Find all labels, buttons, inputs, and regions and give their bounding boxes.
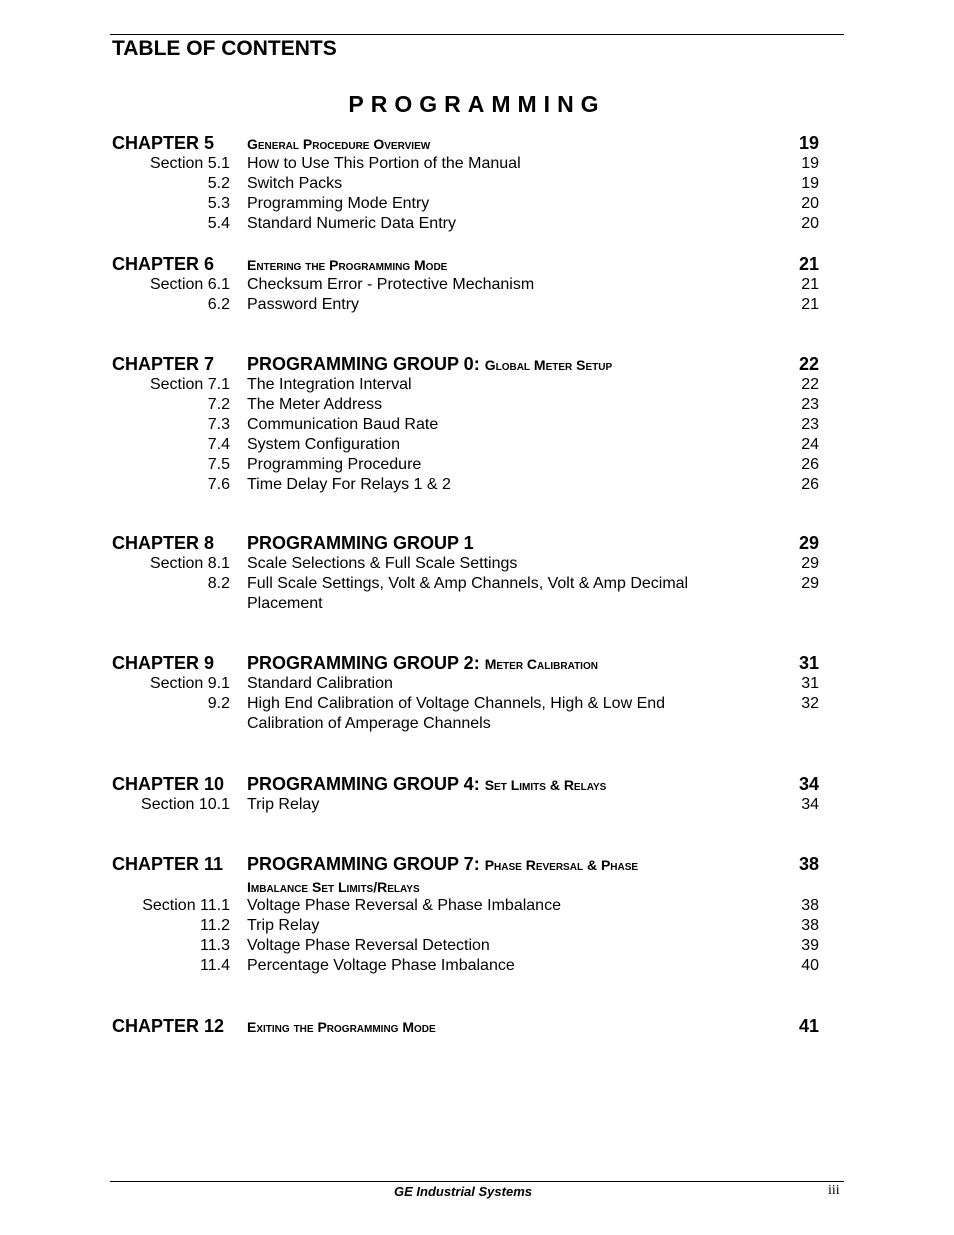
section-title: Voltage Phase Reversal Detection [247,937,490,954]
section-row[interactable] [0,574,954,614]
chapter-5 [0,133,954,234]
chapter-page: 31 [798,653,819,673]
chapter-title-smallcaps: Set Limits & Relays [484,777,607,793]
section-title: Switch Packs [247,175,343,192]
chapter-page: 19 [798,133,819,153]
chapter-title [247,133,722,155]
chapter-heading-row[interactable] [0,133,954,154]
chapter-label: CHAPTER 12 [112,1016,225,1036]
section-title: Full Scale Settings, Volt & Amp Channels, Volt & Amp Decimal Placement [247,575,689,612]
section-row[interactable] [0,275,954,295]
chapter-label: CHAPTER 5 [112,133,215,153]
chapter-title-smallcaps: Entering the Programming Mode [247,257,448,273]
section-label: Section 7.1 [149,376,230,393]
section-page: 23 [801,396,819,413]
section-row[interactable] [0,415,954,435]
chapter-title: PROGRAMMING GROUP 4: Set Limits & Relays [247,774,607,794]
section-page: 38 [801,897,819,914]
chapter-heading-row[interactable] [0,1016,954,1037]
chapter-heading-row[interactable] [0,854,954,896]
section-title: Time Delay For Relays 1 & 2 [247,476,451,493]
section-label: 11.4 [200,957,230,974]
chapter-page: 41 [798,1016,819,1036]
section-page: 31 [801,675,819,692]
section-page: 26 [801,456,819,473]
chapter-title: PROGRAMMING GROUP 2: Meter Calibration [247,653,598,673]
section-title: Checksum Error - Protective Mechanism [247,276,535,293]
chapter-10 [0,774,954,815]
section-page: 26 [801,476,819,493]
chapter-8 [0,533,954,614]
section-row[interactable] [0,475,954,495]
section-label: 7.3 [207,416,230,433]
chapter-title: PROGRAMMING GROUP 1 [247,533,474,553]
section-page: 23 [801,416,819,433]
section-page: 34 [801,796,819,813]
section-row[interactable] [0,694,954,734]
section-page: 39 [801,937,819,954]
section-title: Password Entry [247,296,360,313]
section-label: Section 11.1 [142,897,230,914]
section-label: 5.4 [207,215,230,232]
section-row[interactable] [0,194,954,214]
section-row[interactable] [0,554,954,574]
chapter-heading-row[interactable] [0,254,954,275]
chapter-11 [0,854,954,976]
chapter-label: CHAPTER 9 [112,653,215,673]
section-page: 24 [801,436,819,453]
chapter-page: 38 [798,854,819,874]
chapter-title-smallcaps: Global Meter Setup [484,357,613,373]
section-row[interactable] [0,154,954,174]
chapter-title [247,1016,722,1038]
bottom-rule [110,1181,844,1182]
section-label: 6.2 [207,296,230,313]
section-page: 20 [801,195,819,212]
section-label: 5.3 [207,195,230,212]
section-label: 9.2 [207,695,230,712]
section-title: The Integration Interval [247,376,412,393]
section-page: 38 [801,917,819,934]
chapter-title-smallcaps: Phase Reversal & Phase [484,857,639,873]
chapter-title [247,254,722,276]
chapter-page: 34 [798,774,819,794]
footer-company: GE Industrial Systems [394,1184,532,1199]
chapter-label: CHAPTER 8 [112,533,215,553]
footer-page-number: iii [828,1183,840,1198]
section-row[interactable] [0,435,954,455]
section-page: 29 [801,555,819,572]
section-label: 7.6 [207,476,230,493]
section-row[interactable] [0,956,954,976]
section-row[interactable] [0,375,954,395]
section-label: 8.2 [207,575,230,592]
section-row[interactable] [0,674,954,694]
section-page: 29 [801,575,819,592]
section-title: Standard Numeric Data Entry [247,215,456,232]
section-title: Percentage Voltage Phase Imbalance [247,957,515,974]
chapter-page: 21 [798,254,819,274]
chapter-heading-row[interactable] [0,774,954,795]
section-label: 5.2 [207,175,230,192]
chapter-title-smallcaps: Exiting the Programming Mode [247,1019,436,1035]
chapter-heading-row[interactable] [0,354,954,375]
section-label: Section 10.1 [141,796,230,813]
section-label: 11.3 [200,937,230,954]
chapter-label: CHAPTER 6 [112,254,215,274]
chapter-page: 29 [798,533,819,553]
section-title: Trip Relay [247,917,320,934]
section-row[interactable] [0,455,954,475]
chapter-title: PROGRAMMING GROUP 7: Phase Reversal & Phase Imbalance Set Limits/Relays [247,854,639,895]
section-row[interactable] [0,174,954,194]
section-page: 22 [801,376,819,393]
section-label: 7.5 [207,456,230,473]
section-row[interactable] [0,896,954,916]
chapter-title-smallcaps: General Procedure Overview [247,136,431,152]
section-row[interactable] [0,395,954,415]
section-title: Standard Calibration [247,675,393,692]
section-page: 20 [801,215,819,232]
chapter-9 [0,653,954,734]
section-title: The Meter Address [247,396,383,413]
chapter-7 [0,354,954,495]
section-title: How to Use This Portion of the Manual [247,155,521,172]
section-label: 7.2 [207,396,230,413]
section-title: Voltage Phase Reversal & Phase Imbalance [247,897,561,914]
section-page: 21 [801,276,819,293]
section-row[interactable] [0,295,954,315]
section-title: Trip Relay [247,796,320,813]
section-row[interactable] [0,214,954,234]
section-title: System Configuration [247,436,400,453]
section-title: Programming Procedure [247,456,422,473]
section-page: 19 [801,155,819,172]
section-label: Section 8.1 [149,555,230,572]
section-page: 40 [801,957,819,974]
section-title: Programming Mode Entry [247,195,430,212]
chapter-title: PROGRAMMING GROUP 0: Global Meter Setup [247,354,613,374]
chapter-label: CHAPTER 11 [112,854,224,874]
section-title: Scale Selections & Full Scale Settings [247,555,518,572]
section-label: Section 5.1 [149,155,230,172]
chapter-heading-row[interactable] [0,533,954,554]
section-row[interactable] [0,936,954,956]
top-rule [110,34,844,35]
section-label: 11.2 [200,917,230,934]
section-page: 19 [801,175,819,192]
section-label: Section 9.1 [149,675,230,692]
chapter-title-smallcaps: Meter Calibration [484,656,598,672]
chapter-page: 22 [798,354,819,374]
chapter-heading-row[interactable] [0,653,954,674]
section-label: Section 6.1 [149,276,230,293]
chapter-6 [0,254,954,315]
chapter-label: CHAPTER 7 [112,354,215,374]
section-page: 32 [801,695,819,712]
chapter-12 [0,1016,954,1037]
section-row[interactable] [0,916,954,936]
part-title: PROGRAMMING [348,91,606,117]
toc-heading: TABLE OF CONTENTS [112,37,337,60]
chapter-label: CHAPTER 10 [112,774,225,794]
section-title: High End Calibration of Voltage Channels, High & Low End Calibration of Amperage Channels [247,695,666,732]
section-row[interactable] [0,795,954,815]
section-label: 7.4 [207,436,230,453]
chapter-title-smallcaps-line2: Imbalance Set Limits/Relays [247,879,420,895]
section-page: 21 [801,296,819,313]
section-title: Communication Baud Rate [247,416,439,433]
